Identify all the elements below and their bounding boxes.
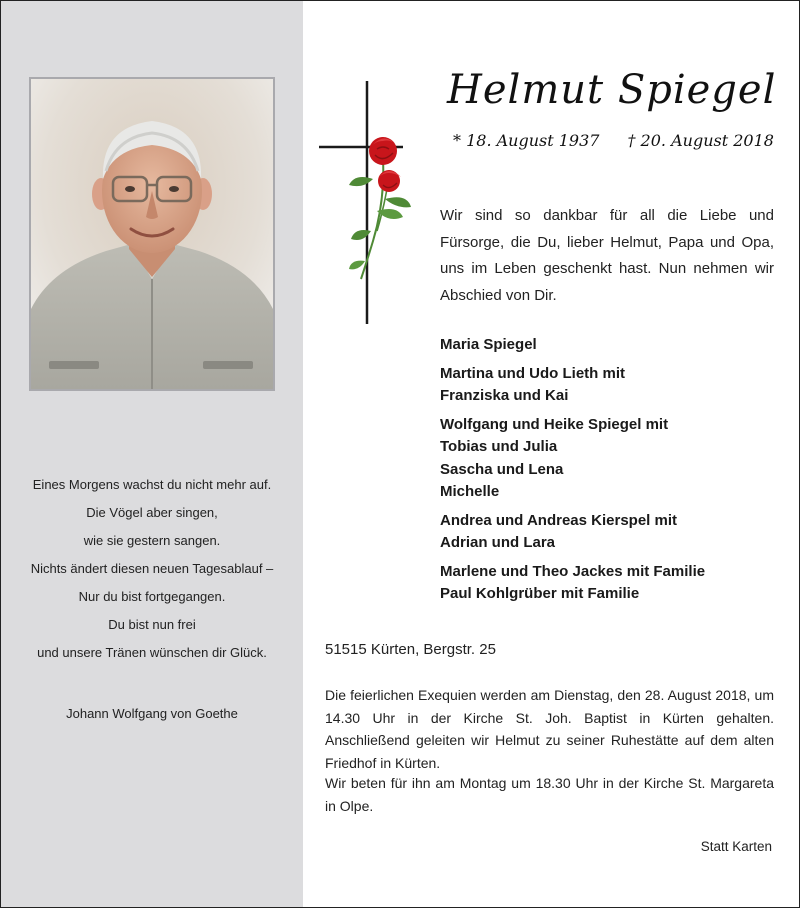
- intro-text: Wir sind so dankbar für all die Liebe und Fürsorge, die Du, lieber Helmut, Papa und Opa, uns im Leben geschenkt hast. Nun nehmen wir Abschied von Dir.: [440, 207, 774, 304]
- poem-line: Die Vögel aber singen,: [86, 505, 218, 520]
- family-member: Marlene und Theo Jackes mit Familie: [440, 562, 706, 580]
- family-member: Tobias und Julia: [440, 438, 558, 455]
- birth-date: * 18. August 1937: [453, 131, 600, 150]
- family-member: Adrian und Lara: [440, 534, 556, 551]
- poem: [1, 471, 303, 667]
- family-member: Martina und Udo Lieth mit: [440, 364, 625, 382]
- deceased-name: Helmut Spiegel: [447, 67, 777, 113]
- sidebar: [1, 1, 303, 907]
- life-dates: [453, 131, 774, 150]
- family-member: Paul Kohlgrüber mit Familie: [440, 585, 640, 602]
- family-group: [440, 510, 780, 555]
- poem-line: Du bist nun frei: [108, 617, 196, 632]
- poem-line: Nichts ändert diesen neuen Tagesablauf –: [30, 561, 274, 576]
- funeral-info: Die feierlichen Exequien werden am Dienstag, den 28. August 2018, um 14.30 Uhr in der Kirche St. Joh. Baptist in Kürten gehalten. Anschließend geleiten wir Helmut zu seiner Ruhestätte auf dem alten Friedhof in Kürten.: [325, 687, 774, 771]
- poem-line: wie sie gestern sangen.: [83, 533, 221, 548]
- poem-author: Johann Wolfgang von Goethe: [66, 706, 238, 721]
- family-group: [440, 414, 780, 504]
- closing-note: Statt Karten: [700, 839, 772, 854]
- poem-line: Eines Morgens wachst du nicht mehr auf.: [32, 477, 272, 492]
- family-group: [440, 334, 780, 357]
- portrait-illustration: [31, 79, 273, 389]
- family-member: Maria Spiegel: [440, 336, 537, 353]
- prayer-info: Wir beten für ihn am Montag um 18.30 Uhr in der Kirche St. Margareta in Olpe.: [325, 775, 774, 814]
- family-member: Wolfgang und Heike Spiegel mit: [440, 415, 669, 433]
- poem-line: Nur du bist fortgegangen.: [78, 589, 226, 604]
- portrait-photo: [29, 77, 275, 391]
- family-member: Michelle: [440, 483, 500, 500]
- family-member: Sascha und Lena: [440, 460, 564, 478]
- death-date: † 20. August 2018: [627, 131, 774, 150]
- family-group: [440, 363, 780, 408]
- family-member: Franziska und Kai: [440, 387, 569, 404]
- address: 51515 Kürten, Bergstr. 25: [325, 641, 496, 658]
- poem-line: und unsere Tränen wünschen dir Glück.: [37, 645, 267, 660]
- family-list: [440, 334, 780, 612]
- family-group: [440, 561, 780, 606]
- family-member: Andrea und Andreas Kierspel mit: [440, 511, 677, 529]
- cross-with-roses-icon: [311, 81, 431, 326]
